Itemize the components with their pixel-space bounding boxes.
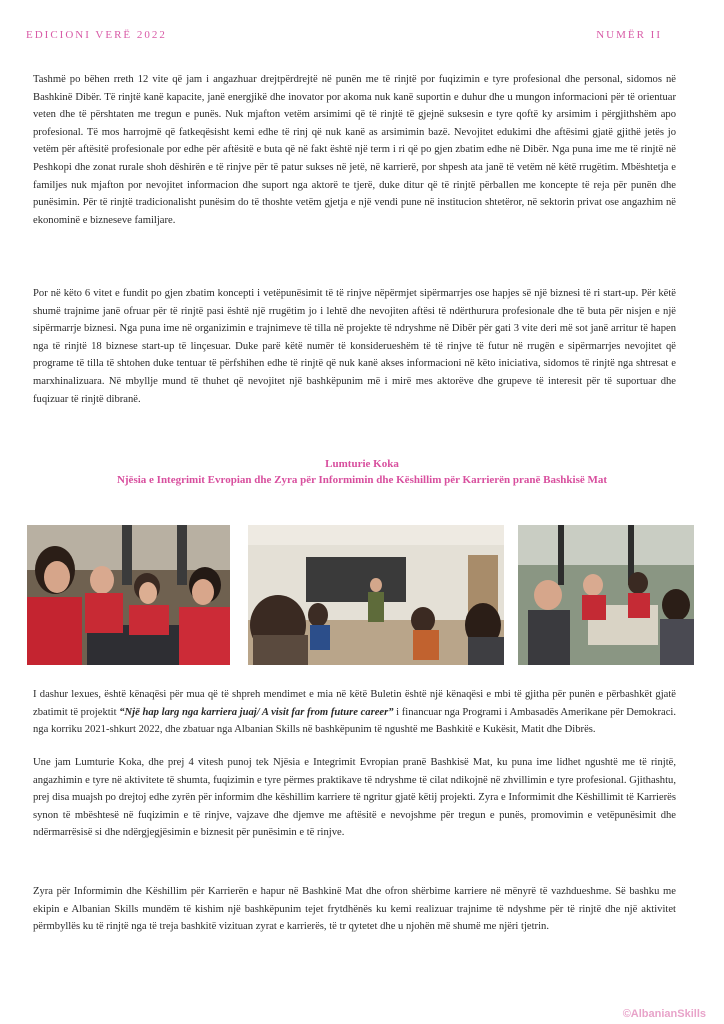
body-paragraph-1: Tashmë po bëhen rreth 12 vite që jam i angazhuar drejtpërdrejtë në punën me të rinjtë por fuqizimin e tyre profesional dhe personal, sidomos në Bashkinë Dibër. Të rinjtë kanë kapacite, janë energjikë dhe inovator por akoma nuk kanë suportin e duhur dhe u mungon informacioni për të orientuar veten dhe të përshtaten me tregun e punës. Nuk mjafton vetëm arsimimi që të rinjtë të gjejnë suksesin e tyre qoftë ky arsimim i përgjithshëm apo profesional. Të mos harrojmë që fatkeqësisht kemi edhe të rinj që nuk kanë as arsimimin bazë. Nevojitet edukimi dhe aftësimi gjatë gjithë jetës jo vetëm për aftësitë profesionale por edhe për aftësitë e buta që në fakt është një term i ri që po gjen zbatim edhe në Dibër. Nga puna ime me të rinjtë në Peshkopi dhe zonat rurale shoh dëshirën e të rinjve për të patur sukses në jetë, në karrierë, por shpesh ata janë të vetëm në këtë rrugëtim. Mbështetja e familjes nuk mjafton por nevojitet informacion dhe suport nga aktorë te tjerë, duke ditur që të rinjtë përballen me koncepte të reja për punën dhe punësimin. Për të rinjtë tradicionalisht punësim do të thoshte vetëm gjetja e një vendi pune në institucion shtetëror, në sektorin privat ose angazhim në ekonominë e bizneseve familjare.	[33, 74, 676, 226]
photo-classroom	[248, 525, 504, 665]
body-paragraph-3	[33, 686, 676, 739]
body-paragraph-5: Zyra për Informimin dhe Këshillim për Karrierën e hapur në Bashkinë Mat dhe ofron shërbime karriere në mënyrë të vazhdueshme. Së bashku me ekipin e Albanian Skills mundëm të kishim një bashkëpunim tejet frytdhënës ku kemi realizuar trajnime të ndyshme për të rinjtë dhe një aktivitet përmbyllës ku të rinjtë nga të treja bashkitë vizituan zyrat e karrierës, të tr qytetet dhe u njohën më shumë me njëri tjetrin.	[33, 886, 676, 933]
author-name: Lumturie Koka	[325, 458, 399, 470]
footer-brand: ©AlbanianSkills	[622, 1008, 706, 1020]
edition-label: EDICIONI VERË 2022	[26, 29, 167, 41]
body-paragraph-4: Une jam Lumturie Koka, dhe prej 4 vitesh punoj tek Njësia e Integrimit Evropian pranë Bashkisë Mat, ku puna ime lidhet ngushtë me të rinjtë, angazhimin e tyre në aktivitete të shumta, fuqizimin e tyre përmes praktikave të ndryshme të cilat ndikojnë në zhvillimin e tyre profesional. Gjithashtu, prej disa muajsh po drejtoj edhe zyrën për informim dhe këshillim karriere të ngritur gjatë këtij projekti. Zyra e Informimit dhe Këshillimit të Karrierës synon të mbështesë në fuqizimin e të rinjve, vajzave dhe djemve me aftësitë e nevojshme për tregun e punës, promovimin e vetëpunësimit dhe ndërmarrësisë si dhe ndërgjegjësimin e biznesit për punësimin e të rinjve.	[33, 757, 676, 839]
body-paragraph-2: Por në këto 6 vitet e fundit po gjen zbatim koncepti i vetëpunësimit të të rinjve nëpërmjet sipërmarrjes ose hapjes së një biznesi të ri start-up. Për këtë shumë trajnime janë ofruar për të rinjtë pasi është një rrugëtim jo i lehtë dhe nevojiten aftësi të ndërthurura profesionale dhe të buta për nisjen e një sipërmarrje biznesi. Nga puna ime në organizimin e trajnimeve të tilla në projekte të ndryshme në Dibër për gati 3 vite deri më sot janë arritur të hapen nga të rinjtë 18 biznese start-up të linçesuar. Duke parë këtë numër të konsiderueshëm të të rinjve të futur në rrugën e sipërmarrjes nevojitet që programe të tilla të shtohen duke tentuar të përfshihen edhe të rinjtë që nuk kanë akses informacioni në këto iniciativa, sidomos të rinjtë nga shtresat e marxhinalizuara. Në mbyllje mund të thuhet që nevojitet një bashkëpunim më i mirë mes aktorëve dhe grupeve të interesit për të suportuar dhe fuqizuar të rinjtë dibranë.	[33, 288, 676, 405]
issue-number: NUMËR II	[596, 29, 662, 41]
project-title-quote: “Një hap larg nga karriera juaj/ A visit far from future career”	[119, 706, 394, 718]
photo-group-table	[27, 525, 230, 665]
paragraph-3-intro: I dashur lexues, është kënaqësi për mua që të shpreh mendimet e mia në këtë Buletin është një kënaqësi e mbi të gjitha për punën e përbashkët gjatë zbatimit të projektit	[33, 689, 676, 718]
photo-office-meeting	[518, 525, 694, 665]
author-organization: Njësia e Integrimit Evropian dhe Zyra për Informimin dhe Këshillim për Karrierën pranë Bashkisë Mat	[116, 474, 608, 486]
paragraph-3-rest: i financuar nga Programi i Ambasadës Amerikane për Demokraci. nga korriku 2021-shkurt 2022, dhe zbatuar nga Albanian Skills në bashkëpunim të ngushtë me Bashkitë e Kukësit, Matit dhe Dibrës.	[33, 706, 676, 736]
